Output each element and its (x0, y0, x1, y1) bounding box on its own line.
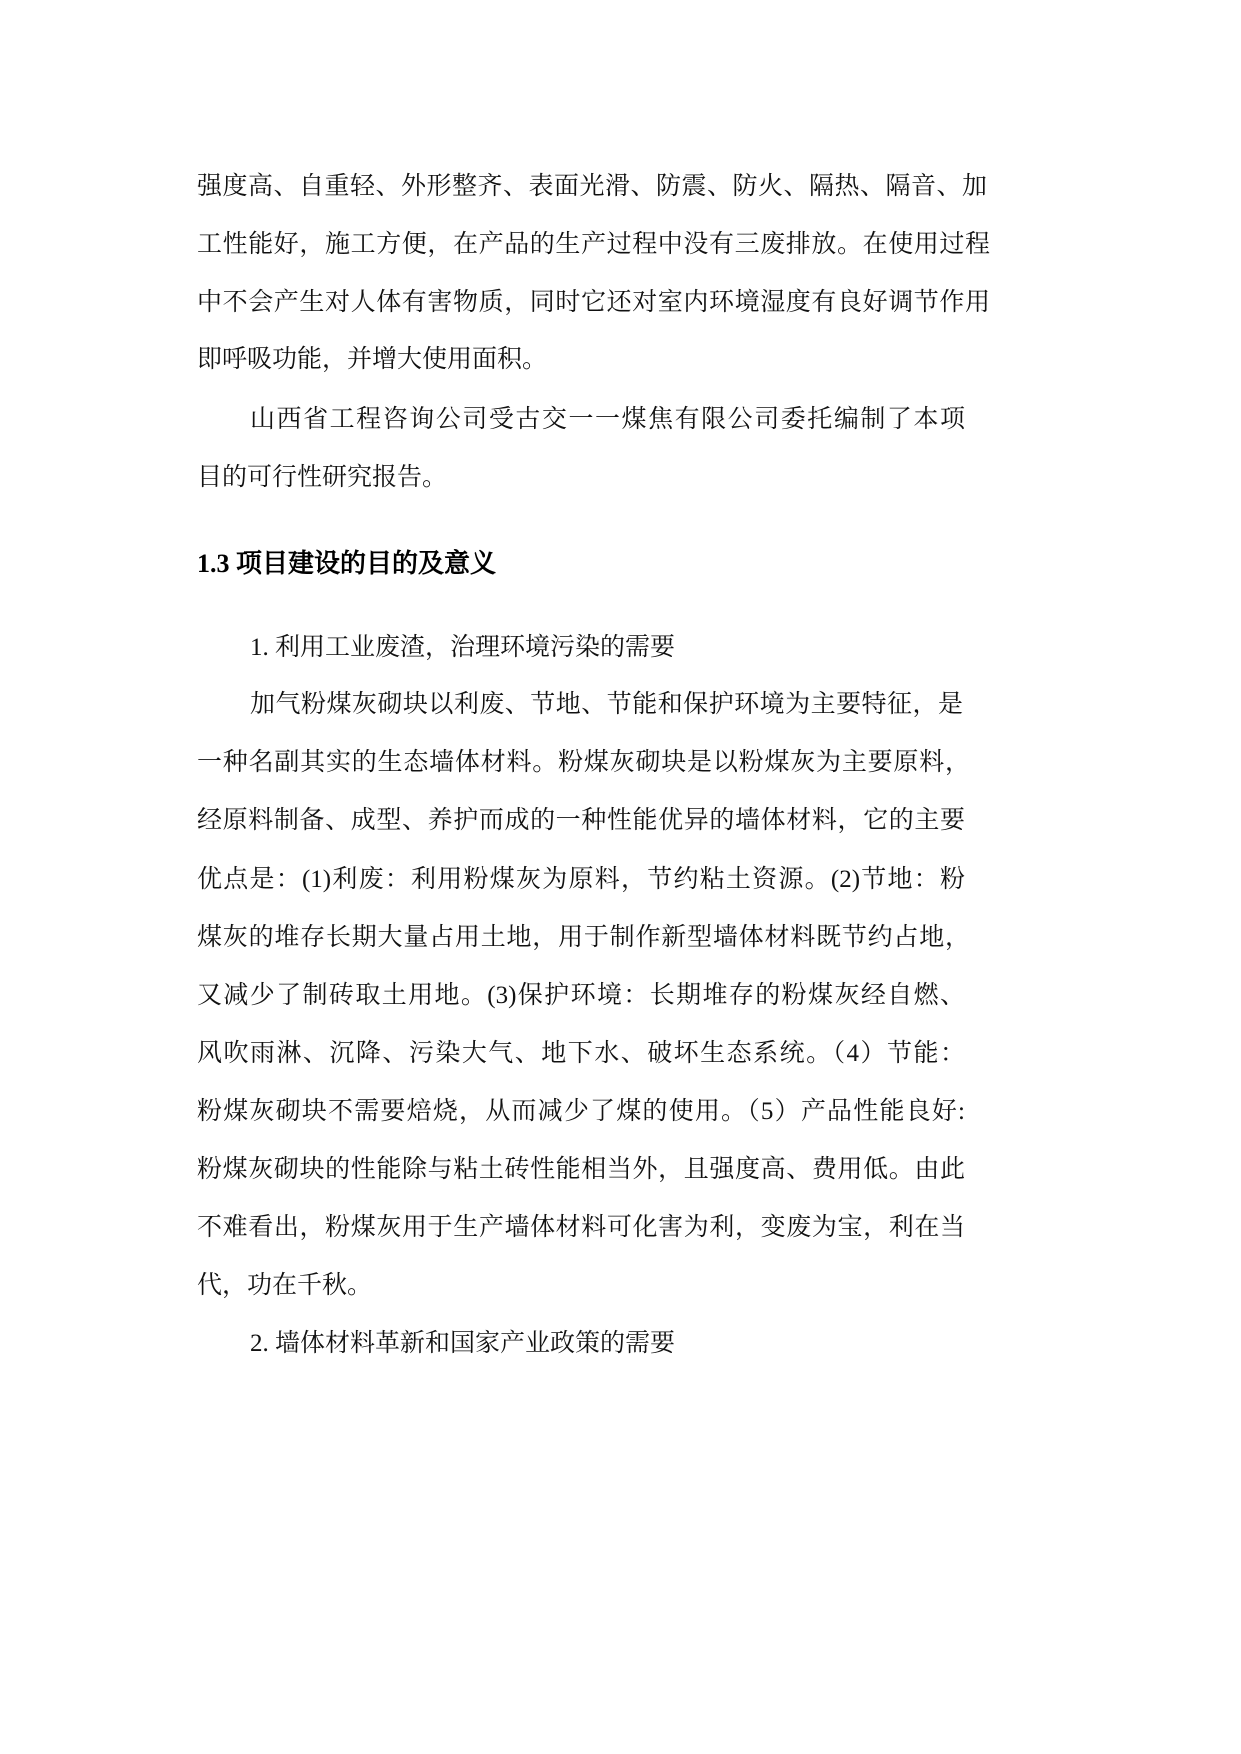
text-line: 工性能好，施工方便，在产品的生产过程中没有三废排放。在使用过程 (197, 231, 990, 258)
text-line: 优点是：(1)利废：利用粉煤灰为原料，节约粘土资源。(2)节地：粉 (197, 866, 965, 893)
text-line: 经原料制备、成型、养护而成的一种性能优异的墙体材料，它的主要 (197, 807, 965, 834)
text-line: 山西省工程咨询公司受古交一一煤焦有限公司委托编制了本项 (250, 406, 965, 433)
text-line: 粉煤灰砌块不需要焙烧，从而减少了煤的使用。（5）产品性能良好: (197, 1098, 965, 1125)
text-line: 一种名副其实的生态墙体材料。粉煤灰砌块是以粉煤灰为主要原料， (197, 749, 970, 776)
text-line: 即呼吸功能，并增大使用面积。 (197, 346, 548, 373)
text-line: 不难看出，粉煤灰用于生产墙体材料可化害为利，变废为宝，利在当 (197, 1214, 965, 1241)
section-heading: 1.3 项目建设的目的及意义 (197, 549, 497, 578)
text-line: 又减少了制砖取土用地。(3)保护环境：长期堆存的粉煤灰经自燃、 (197, 982, 965, 1009)
text-line: 代，功在千秋。 (197, 1272, 373, 1299)
text-line: 目的可行性研究报告。 (197, 464, 448, 491)
text-line: 中不会产生对人体有害物质，同时它还对室内环境湿度有良好调节作用 (197, 289, 990, 316)
text-line: 粉煤灰砌块的性能除与粘土砖性能相当外，且强度高、费用低。由此 (197, 1156, 965, 1183)
text-line: 强度高、自重轻、外形整齐、表面光滑、防震、防火、隔热、隔音、加 (197, 173, 987, 200)
text-line: 煤灰的堆存长期大量占用土地，用于制作新型墙体材料既节约占地， (197, 924, 970, 951)
text-line: 风吹雨淋、沉降、污染大气、地下水、破坏生态系统。（4）节能： (197, 1040, 965, 1067)
item-title: 2. 墙体材料革新和国家产业政策的需要 (250, 1330, 676, 1357)
text-line: 加气粉煤灰砌块以利废、节地、节能和保护环境为主要特征，是 (250, 691, 963, 718)
item-title: 1. 利用工业废渣，治理环境污染的需要 (250, 634, 676, 661)
